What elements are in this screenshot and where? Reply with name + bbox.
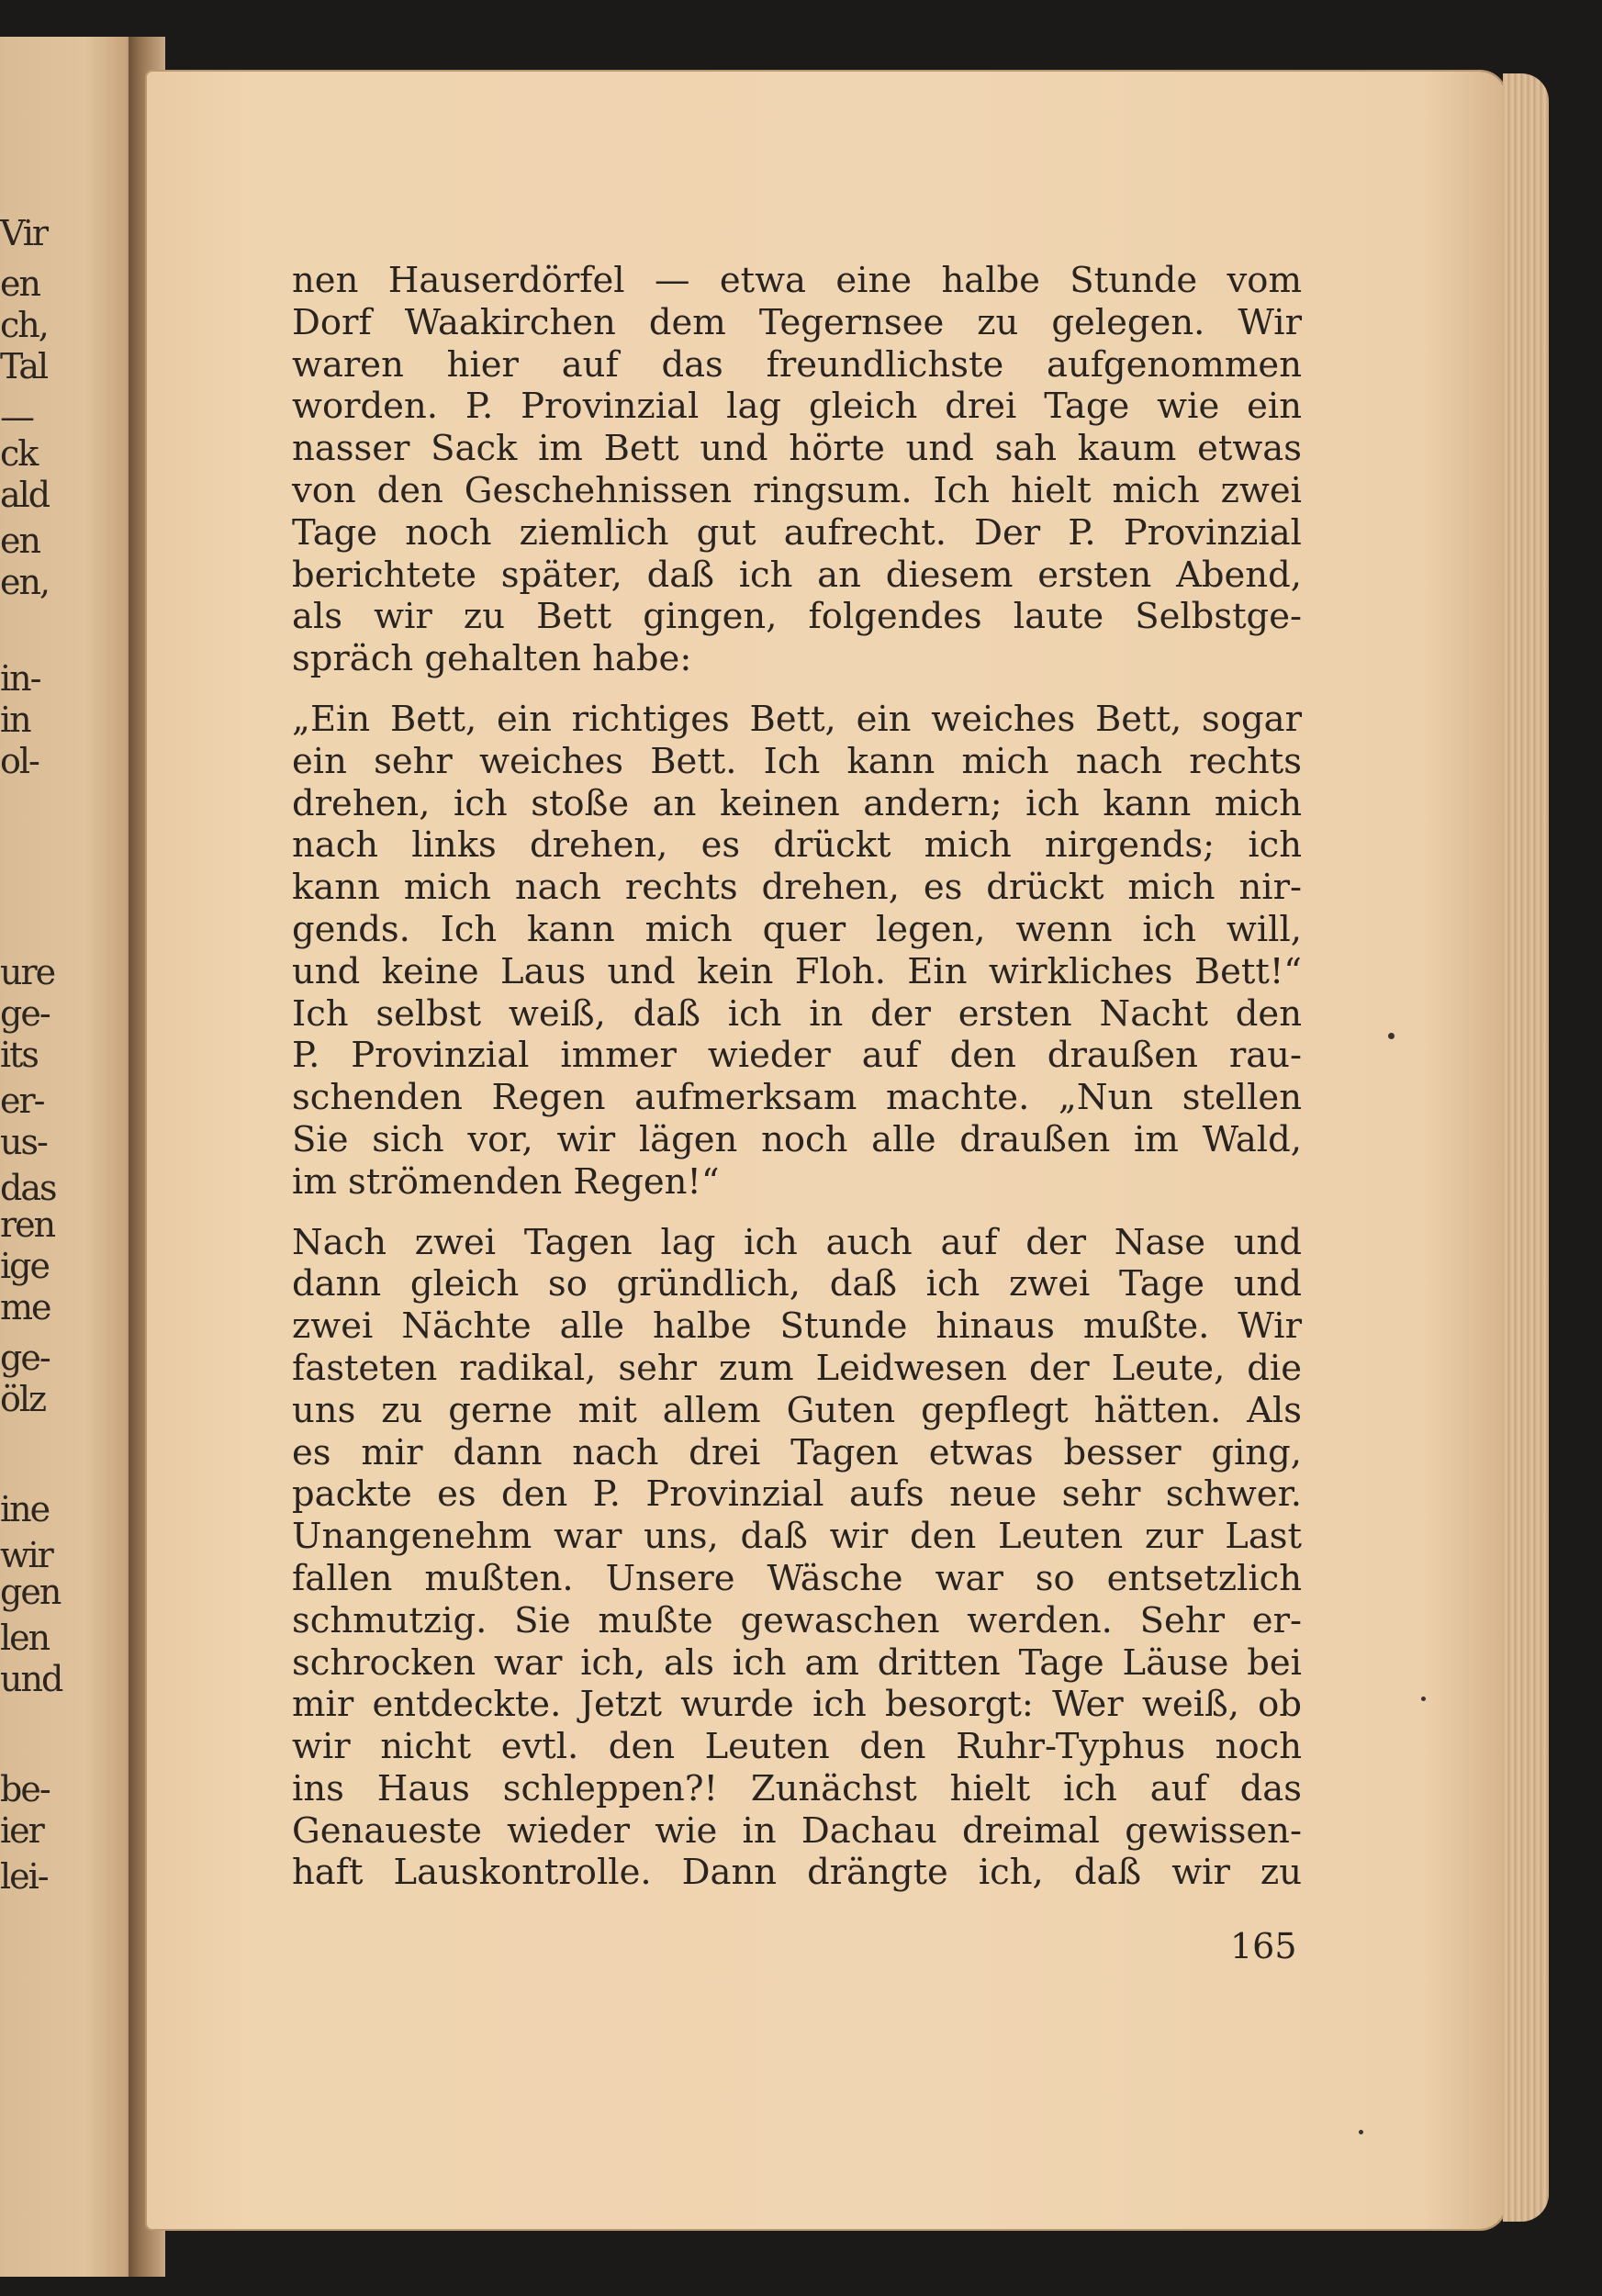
text-line: schrocken war ich, als ich am dritten Tage Läuse bei xyxy=(292,1641,1302,1684)
text-line: als wir zu Bett gingen, folgendes laute Selbstge- xyxy=(292,596,1302,638)
left-page-fragment: be- xyxy=(0,1769,50,1809)
text-line: ins Haus schleppen?! Zunächst hielt ich auf das xyxy=(292,1767,1302,1809)
left-page-fragment: ge- xyxy=(0,993,50,1034)
left-page-fragment: Tal xyxy=(0,346,48,386)
text-line: waren hier auf das freundlichste aufgenommen xyxy=(292,343,1302,386)
text-line: P. Provinzial immer wieder auf den draußen rau- xyxy=(292,1035,1302,1077)
text-line: Ich selbst weiß, daß ich in der ersten Nacht den xyxy=(292,992,1302,1035)
text-line: dann gleich so gründlich, daß ich zwei Tage und xyxy=(292,1263,1302,1305)
text-line: fasteten radikal, sehr zum Leidwesen der Leute, die xyxy=(292,1347,1302,1389)
body-text xyxy=(292,260,1302,1912)
text-line: drehen, ich stoße an keinen andern; ich kann mich xyxy=(292,782,1302,824)
text-line: Sie sich vor, wir lägen noch alle draußen im Wald, xyxy=(292,1118,1302,1160)
left-page-fragment: ch, xyxy=(0,305,48,345)
left-page-fragment: er- xyxy=(0,1081,44,1121)
text-line: mir entdeckte. Jetzt wurde ich besorgt: Wer weiß, ob xyxy=(292,1684,1302,1726)
paper-speck xyxy=(1359,2130,1363,2134)
left-page-fragment: ige xyxy=(0,1246,49,1286)
left-page-fragment: ine xyxy=(0,1489,50,1529)
left-page-fragment: lei- xyxy=(0,1856,48,1897)
text-line: nen Hauserdörfel — etwa eine halbe Stunde vom xyxy=(292,260,1302,301)
left-page-fragment: und xyxy=(0,1659,62,1699)
text-line: schmutzig. Sie mußte gewaschen werden. Sehr er- xyxy=(292,1599,1302,1641)
text-line: zwei Nächte alle halbe Stunde hinaus mußte. Wir xyxy=(292,1305,1302,1348)
left-page-fragment: us- xyxy=(0,1122,47,1162)
left-page-fragment: its xyxy=(0,1035,38,1075)
left-page-fragment: in xyxy=(0,700,30,740)
text-line: Nach zwei Tagen lag ich auch auf der Nase und xyxy=(292,1221,1302,1263)
text-line: im strömenden Regen!“ xyxy=(292,1160,720,1203)
left-page-fragment: Vir xyxy=(0,213,48,253)
paragraph xyxy=(292,699,1302,1204)
text-line: „Ein Bett, ein richtiges Bett, ein weiches Bett, sogar xyxy=(292,698,1302,740)
left-page-fragment: in- xyxy=(0,658,40,699)
text-line: uns zu gerne mit allem Guten gepflegt hätten. Als xyxy=(292,1389,1302,1431)
text-line: spräch gehalten habe: xyxy=(292,638,692,680)
text-line: es mir dann nach drei Tagen etwas besser ging, xyxy=(292,1431,1302,1473)
page-number: 165 xyxy=(1230,1926,1297,1966)
left-page-fragment: ald xyxy=(0,475,50,515)
text-line: wir nicht evtl. den Leuten den Ruhr-Typhus noch xyxy=(292,1726,1302,1768)
left-page-fragment: wir xyxy=(0,1535,52,1575)
left-page-fragment: en xyxy=(0,521,39,561)
left-page-fragment: gen xyxy=(0,1572,61,1612)
text-line: gends. Ich kann mich quer legen, wenn ich will, xyxy=(292,908,1302,950)
left-page-fragment: me xyxy=(0,1287,50,1327)
page-edges xyxy=(1503,73,1549,2222)
text-line: schenden Regen aufmerksam machte. „Nun stellen xyxy=(292,1077,1302,1119)
left-page-fragment: en xyxy=(0,263,39,304)
left-page-fragment: ol- xyxy=(0,741,39,781)
text-line: Tage noch ziemlich gut aufrecht. Der P. Provinzial xyxy=(292,511,1302,554)
text-line: von den Geschehnissen ringsum. Ich hielt mich zwei xyxy=(292,469,1302,511)
paper-speck xyxy=(1421,1697,1426,1701)
text-line: berichtete später, daß ich an diesem ersten Abend, xyxy=(292,554,1302,596)
left-page-fragment: ck xyxy=(0,433,38,474)
text-line: ein sehr weiches Bett. Ich kann mich nach rechts xyxy=(292,740,1302,782)
text-line: worden. P. Provinzial lag gleich drei Tage wie ein xyxy=(292,386,1302,428)
left-facing-page xyxy=(0,37,142,2277)
text-line: haft Lauskontrolle. Dann drängte ich, daß wir zu xyxy=(292,1852,1302,1894)
left-page-fragment: ier xyxy=(0,1810,43,1851)
paragraph xyxy=(292,1222,1302,1895)
text-line: Dorf Waakirchen dem Tegernsee zu gelegen. Wir xyxy=(292,301,1302,343)
left-page-fragment: len xyxy=(0,1618,50,1658)
left-page-fragment: — xyxy=(0,397,33,437)
paragraph xyxy=(292,260,1302,680)
text-line: nasser Sack im Bett und hörte und sah kaum etwas xyxy=(292,428,1302,470)
left-page-fragment: ölz xyxy=(0,1379,46,1419)
paper-speck xyxy=(1388,1033,1395,1039)
text-line: und keine Laus und kein Floh. Ein wirkliches Bett!“ xyxy=(292,950,1302,992)
left-page-fragment: ren xyxy=(0,1204,55,1245)
left-page-fragment: das xyxy=(0,1168,56,1208)
text-line: Genaueste wieder wie in Dachau dreimal gewissen- xyxy=(292,1809,1302,1852)
text-line: Unangenehm war uns, daß wir den Leuten zur Last xyxy=(292,1516,1302,1558)
text-line: fallen mußten. Unsere Wäsche war so entsetzlich xyxy=(292,1557,1302,1599)
text-line: nach links drehen, es drückt mich nirgends; ich xyxy=(292,824,1302,867)
left-page-fragment: ure xyxy=(0,952,55,992)
text-line: packte es den P. Provinzial aufs neue sehr schwer. xyxy=(292,1473,1302,1516)
text-line: kann mich nach rechts drehen, es drückt mich nir- xyxy=(292,867,1302,909)
left-page-fragment: ge- xyxy=(0,1338,50,1378)
left-page-fragment: en, xyxy=(0,562,50,602)
